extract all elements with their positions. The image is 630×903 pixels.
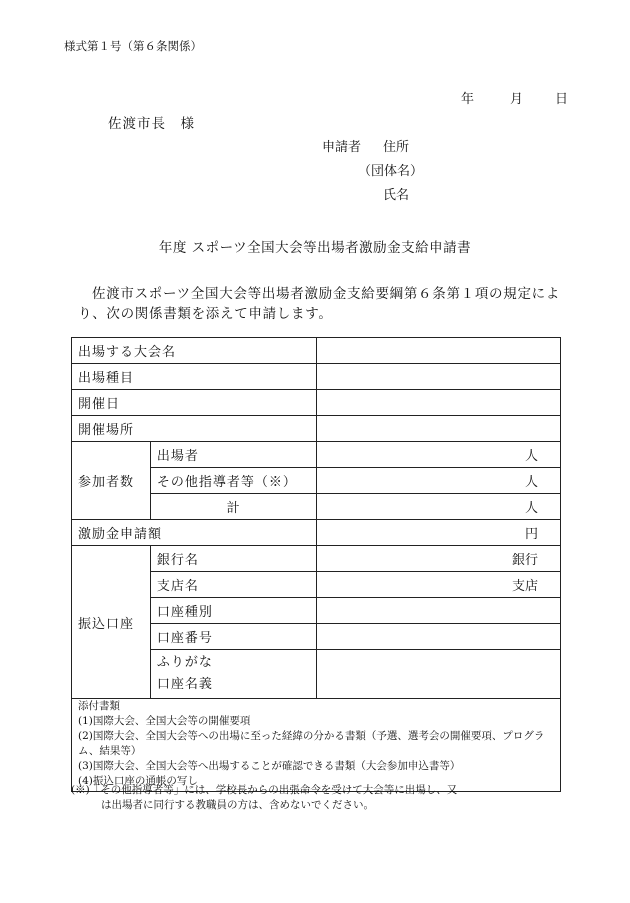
form-number: 様式第１号（第６条関係） (64, 39, 202, 53)
footnote-line-1: (※)「その他指導者等」には、学校長からの出張命令を受けて大会等に出場し、又 (71, 784, 458, 796)
participants-group-label: 参加者数 (72, 442, 151, 520)
attachment-item: (1)国際大会、全国大会等の開催要項 (78, 715, 251, 727)
event-date-label: 開催日 (72, 390, 317, 416)
document-title: 年度 スポーツ全国大会等出場者激励金支給申請書 (158, 240, 472, 256)
bank-name-label: 銀行名 (150, 546, 316, 572)
branch-name-field[interactable] (316, 572, 560, 598)
account-holder-field[interactable] (316, 650, 560, 699)
applicant-name-label: 氏名 (383, 188, 410, 203)
applicant-address-label: 住所 (383, 140, 410, 155)
body-text: 佐渡市スポーツ全国大会等出場者激励金支給要綱第６条第１項の規定により、次の関係書類を添えて申請します。 (78, 286, 561, 322)
footnote-line-2: は出場者に同行する教職員の方は、含めないでください。 (101, 799, 374, 811)
event-date-field[interactable] (316, 390, 560, 416)
participants-label: 出場者 (150, 442, 316, 468)
application-table (71, 337, 561, 699)
event-name-label: 出場する大会名 (72, 338, 317, 364)
total-label: 計 (150, 494, 316, 520)
bank-unit: 銀行 (511, 553, 538, 568)
event-place-field[interactable] (316, 416, 560, 442)
branch-unit: 支店 (511, 579, 538, 594)
table-row (72, 442, 561, 468)
attachments-box (71, 697, 561, 792)
other-coaches-field[interactable] (316, 468, 560, 494)
table-row (72, 520, 561, 546)
person-unit: 人 (524, 449, 538, 464)
grant-amount-label: 激励金申請額 (72, 520, 317, 546)
event-place-label: 開催場所 (72, 416, 317, 442)
date-day-label: 日 (555, 92, 569, 107)
yen-unit: 円 (524, 527, 538, 542)
table-row (72, 546, 561, 572)
table-row (72, 364, 561, 390)
other-coaches-label: その他指導者等（※） (150, 468, 316, 494)
person-unit: 人 (524, 475, 538, 490)
total-field[interactable] (316, 494, 560, 520)
furigana-label: ふりがな (156, 655, 213, 670)
account-holder-label (150, 650, 316, 699)
account-type-label: 口座種別 (150, 598, 316, 624)
grant-amount-field[interactable] (316, 520, 560, 546)
account-number-label: 口座番号 (150, 624, 316, 650)
footnote (71, 783, 561, 813)
participants-field[interactable] (316, 442, 560, 468)
addressee: 佐渡市長 様 (108, 116, 195, 132)
table-row (72, 338, 561, 364)
table-row (72, 416, 561, 442)
person-unit: 人 (524, 501, 538, 516)
branch-name-label: 支店名 (150, 572, 316, 598)
event-name-field[interactable] (316, 338, 560, 364)
event-type-field[interactable] (316, 364, 560, 390)
date-year-label: 年 (461, 92, 475, 107)
table-row (72, 390, 561, 416)
applicant-group-label: （団体名） (358, 164, 424, 179)
account-type-field[interactable] (316, 598, 560, 624)
attachment-item: (3)国際大会、全国大会等へ出場することが確認できる書類（大会参加申込書等） (78, 760, 461, 772)
attachment-item: (4)振込口座の通帳の写し (78, 775, 198, 787)
bank-name-field[interactable] (316, 546, 560, 572)
event-type-label: 出場種目 (72, 364, 317, 390)
applicant-label: 申請者 (322, 140, 362, 155)
attachment-item: (2)国際大会、全国大会等への出場に至った経緯の分かる書類（予選、選考会の開催要項、プログラム、結果等） (78, 730, 545, 757)
attachments-heading: 添付書類 (78, 700, 120, 712)
date-month-label: 月 (510, 92, 524, 107)
account-group-label: 振込口座 (72, 546, 151, 699)
account-number-field[interactable] (316, 624, 560, 650)
account-holder-name-label: 口座名義 (156, 677, 213, 692)
